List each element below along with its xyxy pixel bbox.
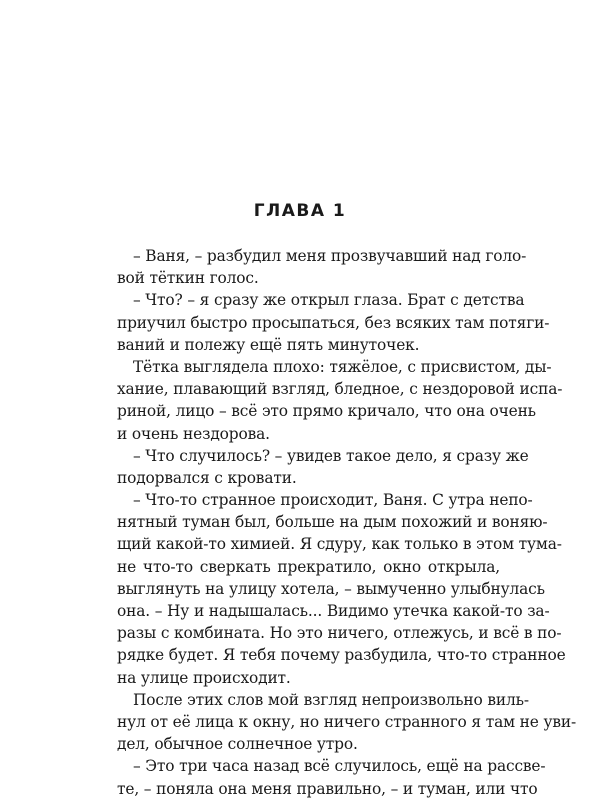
text-line: хание, плавающий взгляд, бледное, с нездоровой испа- [117, 380, 563, 399]
text-line: – Что случилось? – увидев такое дело, я сразу же [133, 446, 529, 465]
text-line: – Что-то странное происходит, Ваня. С утра непо- [133, 491, 533, 510]
text-line: подорвался с кровати. [117, 468, 297, 487]
text-line: Тётка выглядела плохо: тяжёлое, с присвистом, ды- [133, 357, 552, 376]
text-line: выглянуть на улицу хотела, – вымученно улыбнулась [117, 579, 545, 598]
text-line: дел, обычное солнечное утро. [117, 735, 358, 754]
text-line: приучил быстро просыпаться, без всяких там потяги- [117, 313, 550, 332]
text-line: она. – Ну и надышалась... Видимо утечка какой-то за- [117, 602, 550, 620]
text-line: риной, лицо – всё это прямо кричало, что она очень [117, 402, 536, 421]
text-line: ваний и полежу ещё пять минуточек. [117, 335, 420, 354]
text-line: и очень нездорова. [117, 424, 270, 443]
text-line: не что-то сверкать прекратило, окно открыла, [117, 557, 500, 576]
text-line: нул от её лица к окну, но ничего странного я там не уви- [117, 712, 577, 731]
text-line: – Что? – я сразу же открыл глаза. Брат с детства [133, 291, 525, 310]
body-text [117, 245, 577, 800]
text-line: на улице происходит. [117, 668, 291, 687]
text-line: – Ваня, – разбудил меня прозвучавший над голо- [133, 247, 527, 265]
text-line: рядке будет. Я тебя почему разбудила, что-то странное [117, 646, 566, 665]
text-line: После этих слов мой взгляд непроизвольно виль- [133, 690, 529, 709]
chapter-heading: ГЛАВА 1 [253, 201, 347, 221]
text-line: те, – поняла она меня правильно, – и туман, или что [117, 779, 538, 798]
text-line: щий какой-то химией. Я сдуру, как только в этом тума- [117, 535, 562, 554]
text-line: разы с комбината. Но это ничего, отлежусь, и всё в по- [117, 624, 562, 643]
text-line: – Это три часа назад всё случилось, ещё на рассве- [133, 757, 546, 776]
text-line: вой тёткин голос. [117, 269, 259, 288]
text-line: нятный туман был, больше на дым похожий и воняю- [117, 513, 548, 532]
